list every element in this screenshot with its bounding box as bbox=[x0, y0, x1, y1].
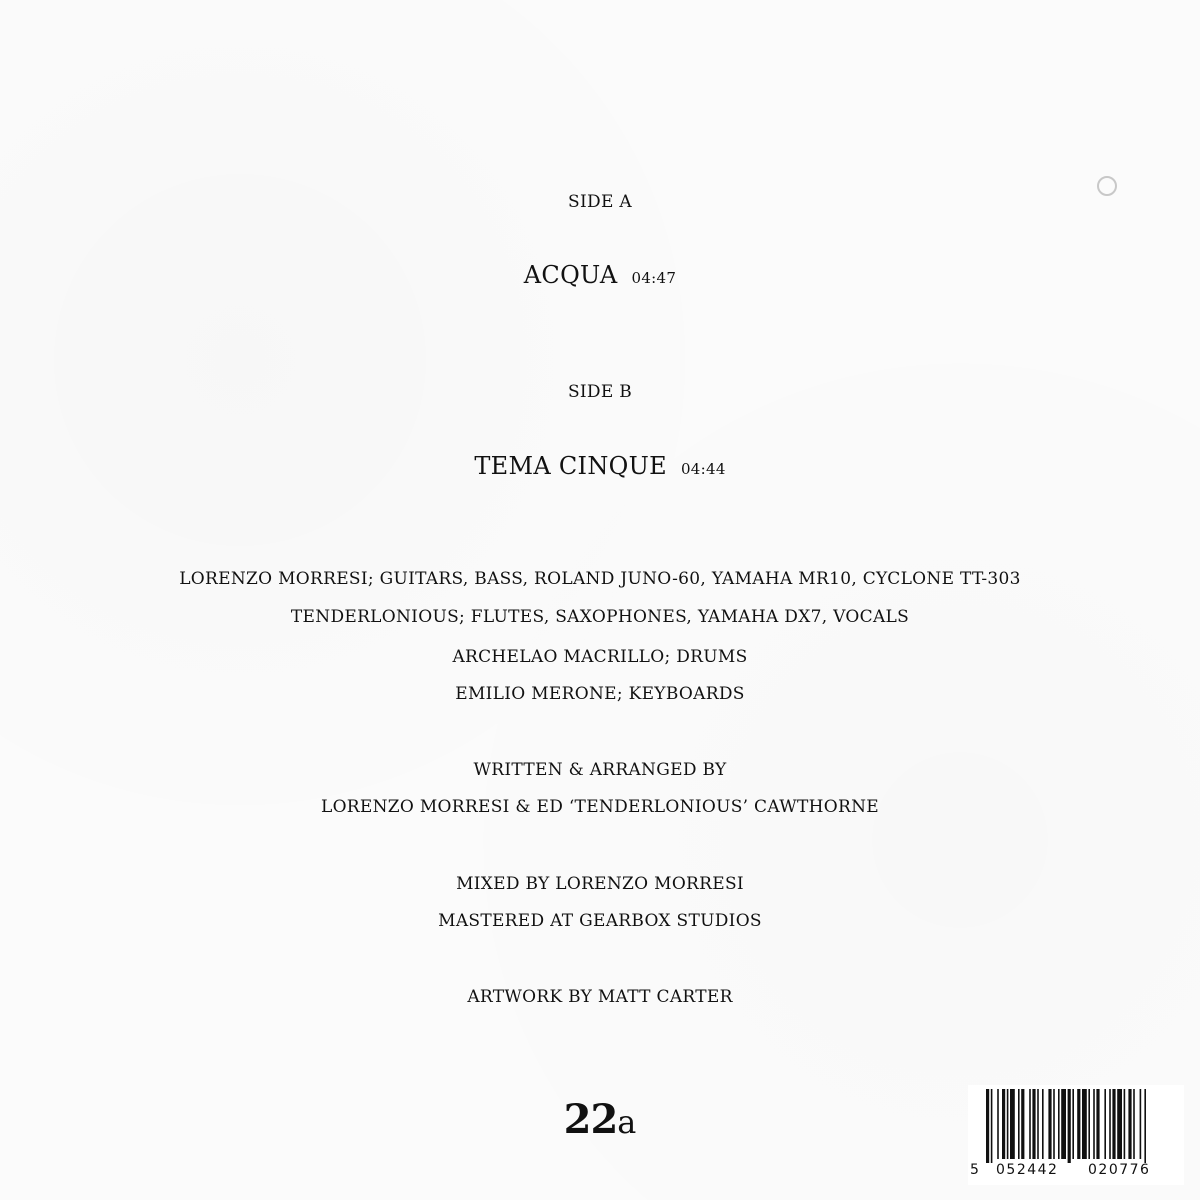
barcode-bar bbox=[1053, 1089, 1055, 1159]
barcode-icon bbox=[968, 1085, 1184, 1163]
barcode-bar bbox=[1124, 1089, 1126, 1159]
written-by-heading: WRITTEN & ARRANGED BY bbox=[473, 760, 727, 780]
barcode-bar bbox=[1128, 1089, 1131, 1159]
barcode bbox=[968, 1085, 1184, 1185]
barcode-bar bbox=[997, 1089, 999, 1159]
barcode-bar bbox=[1077, 1089, 1080, 1159]
barcode-left-digits: 052442 bbox=[996, 1162, 1059, 1178]
barcode-bar bbox=[1010, 1089, 1015, 1159]
personnel-line: ARCHELAO MACRILLO; DRUMS bbox=[452, 647, 748, 667]
catalog-number-digits: 22 bbox=[563, 1096, 618, 1143]
barcode-bar bbox=[1093, 1089, 1095, 1159]
mixed-by-line: MIXED BY LORENZO MORRESI bbox=[456, 874, 744, 894]
barcode-bar bbox=[1007, 1089, 1009, 1159]
barcode-bar bbox=[1112, 1089, 1115, 1159]
side-b-label: SIDE B bbox=[567, 382, 633, 402]
barcode-bar bbox=[1109, 1089, 1111, 1159]
artwork-credit: ARTWORK BY MATT CARTER bbox=[467, 987, 733, 1007]
side-a-track-time: 04:47 bbox=[631, 269, 677, 287]
mastered-at-line: MASTERED AT GEARBOX STUDIOS bbox=[438, 911, 762, 931]
barcode-bar bbox=[1042, 1089, 1044, 1159]
barcode-bar bbox=[1037, 1089, 1039, 1159]
side-a-track-title: ACQUA bbox=[523, 261, 618, 289]
barcode-bar bbox=[1140, 1089, 1142, 1159]
barcode-bar bbox=[1117, 1089, 1122, 1159]
side-a-track bbox=[0, 261, 1200, 289]
barcode-bar bbox=[1021, 1089, 1024, 1159]
written-by-names: LORENZO MORRESI & ED ‘TENDERLONIOUS’ CAWTHORNE bbox=[320, 797, 879, 817]
barcode-bar bbox=[991, 1089, 993, 1163]
barcode-bar bbox=[1088, 1089, 1090, 1159]
personnel-line: LORENZO MORRESI; GUITARS, BASS, ROLAND JUNO-60, YAMAHA MR10, CYCLONE TT-303 bbox=[179, 569, 1021, 589]
barcode-bar bbox=[986, 1089, 989, 1163]
barcode-bar bbox=[1058, 1089, 1060, 1159]
side-b-track bbox=[0, 452, 1200, 480]
barcode-bar bbox=[1133, 1089, 1135, 1159]
barcode-bar bbox=[1018, 1089, 1020, 1159]
barcode-bar bbox=[1072, 1089, 1074, 1159]
barcode-bar bbox=[1029, 1089, 1031, 1159]
side-b-track-time: 04:44 bbox=[680, 460, 726, 478]
barcode-bar bbox=[1048, 1089, 1051, 1159]
catalog-number-suffix: a bbox=[617, 1103, 637, 1141]
barcode-digits bbox=[968, 1162, 1184, 1182]
barcode-bar bbox=[1068, 1089, 1071, 1163]
barcode-bar bbox=[1061, 1089, 1066, 1159]
barcode-right-digits: 020776 bbox=[1088, 1162, 1151, 1178]
barcode-bar bbox=[1144, 1089, 1146, 1163]
barcode-bar bbox=[1002, 1089, 1005, 1159]
personnel-line: TENDERLONIOUS; FLUTES, SAXOPHONES, YAMAHA DX7, VOCALS bbox=[290, 607, 910, 627]
barcode-bar bbox=[1104, 1089, 1106, 1159]
barcode-first-digit: 5 bbox=[970, 1162, 979, 1178]
side-a-label: SIDE A bbox=[568, 192, 632, 212]
barcode-bar bbox=[1082, 1089, 1087, 1159]
barcode-bar bbox=[1032, 1089, 1035, 1159]
side-b-track-title: TEMA CINQUE bbox=[474, 452, 667, 480]
personnel-line: EMILIO MERONE; KEYBOARDS bbox=[455, 684, 745, 704]
barcode-bar bbox=[1096, 1089, 1099, 1159]
